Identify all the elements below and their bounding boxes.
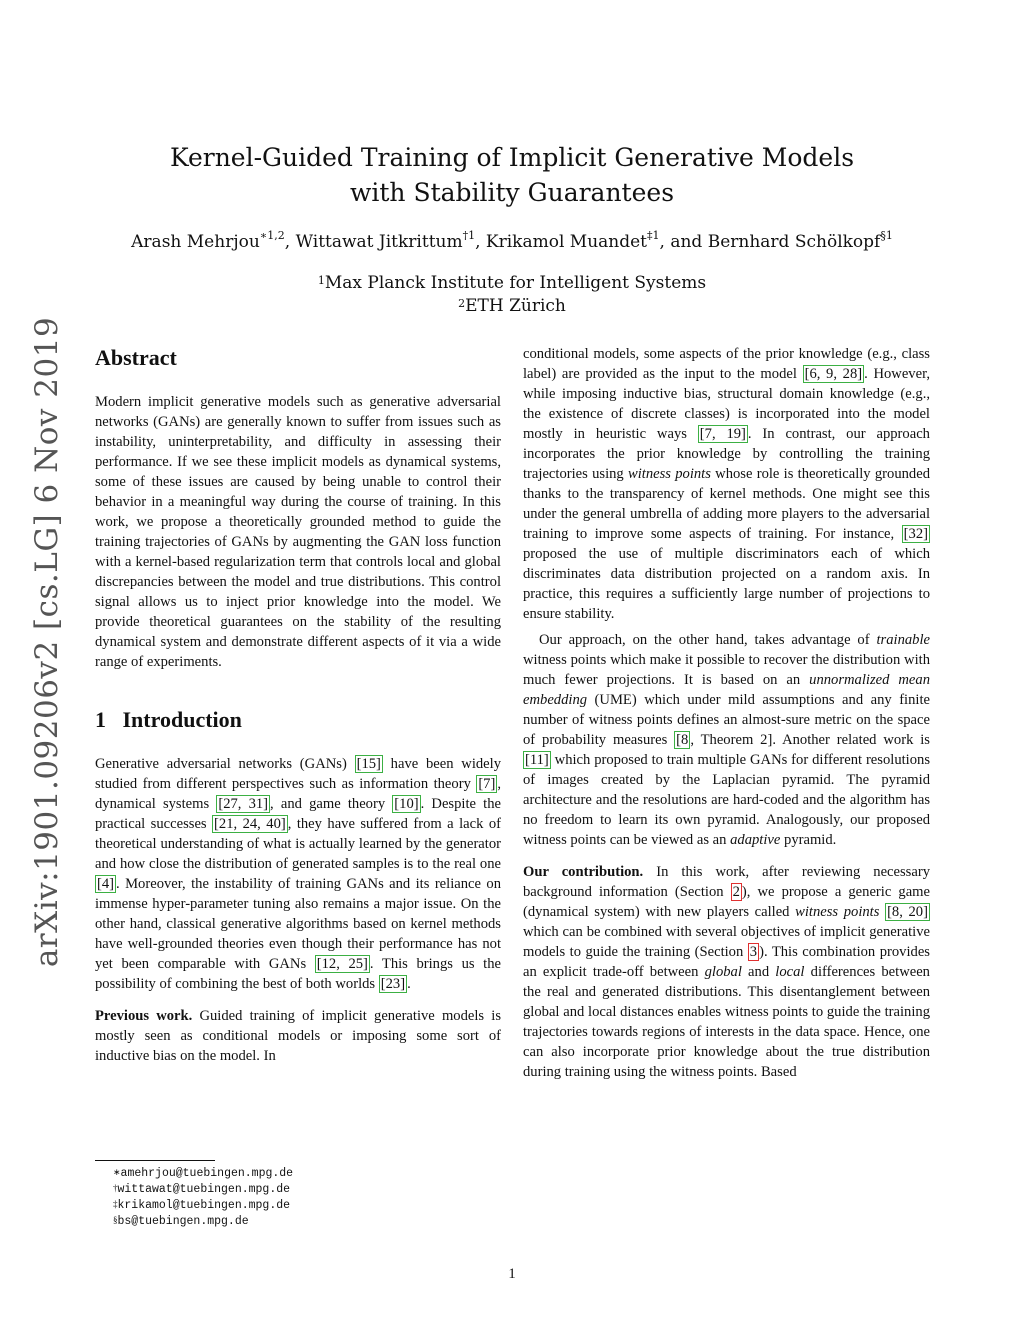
citation-link[interactable]: [23]: [380, 976, 406, 992]
title-line-2: with Stability Guarantees: [349, 178, 675, 207]
affiliation-name: Max Planck Institute for Intelligent Systems: [324, 273, 707, 293]
text-run: . This brings us the possibility of combining the best of both worlds: [95, 956, 501, 992]
paragraph-label: Our contribution.: [523, 864, 644, 880]
text-run: . Moreover, the instability of training GANs and its reliance on immense hyper-parameter tuning also remains a major issue. On the other hand, classical generative algorithms based on kernel methods have well-grounded theories even though their performance has not yet been comparable with GANs: [95, 876, 501, 972]
arxiv-sidebar: [22, 316, 72, 968]
affiliation-name: ETH Zürich: [465, 296, 566, 316]
emphasis: global: [704, 964, 742, 980]
author-mark: §1: [880, 229, 893, 242]
footnote-mark: ∗: [113, 1167, 121, 1177]
emphasis: witness points: [795, 904, 880, 920]
body-paragraph: [523, 344, 930, 624]
page-number: 1: [508, 1266, 516, 1282]
citation-link[interactable]: [11]: [525, 752, 549, 768]
text-run: witness points which make it possible to recover the distribution with much fewer projections. It is based on an: [523, 652, 930, 688]
footnote: [95, 1182, 395, 1198]
text-run: ), we propose a generic game (dynamical system) with new players called: [523, 884, 930, 920]
section-number: 1: [95, 707, 106, 732]
author-name: Krikamol Muandet: [485, 232, 648, 252]
text-run: .: [407, 976, 411, 992]
left-column: [95, 344, 501, 1066]
text-run: , Theorem 2]. Another related work is: [690, 732, 930, 748]
footnote-email[interactable]: krikamol@tuebingen.mpg.de: [117, 1199, 291, 1212]
footnotes: [95, 1160, 395, 1230]
intro-paragraph: [95, 754, 501, 994]
text-run: , and game theory: [270, 796, 393, 812]
text-run: Guided training of implicit generative models is mostly seen as conditional models or imposing some sort of inductive bias on the model. In: [95, 1008, 502, 1064]
citation-link[interactable]: [7]: [478, 776, 496, 792]
citation-link[interactable]: [15]: [356, 756, 381, 772]
citation-link[interactable]: [10]: [394, 796, 419, 812]
affiliations: [0, 272, 1024, 318]
emphasis: trainable: [876, 632, 930, 648]
text-run: , dynamical systems: [95, 776, 501, 812]
text-run: In this work, after reviewing necessary background information (Section: [523, 864, 930, 900]
author-mark: †1: [462, 229, 476, 242]
emphasis: unnormalized mean embedding: [523, 672, 931, 708]
footnote-email[interactable]: amehrjou@tuebingen.mpg.de: [120, 1167, 294, 1180]
author-list: Arash Mehrjou$^{∗1,2}$, Wittawat Jitkrittum$^{\dagger 1}$, Krikamol Muandet$^{\ddagger 1}$, and Bernhard Schölkopf$^{\S 1}$: [131, 229, 893, 252]
citation-link[interactable]: [6, 9, 28]: [804, 366, 863, 382]
author-name: and Bernhard Schölkopf: [670, 232, 881, 252]
affiliation-mark: 2: [458, 297, 466, 310]
text-run: proposed the use of multiple discriminators each of which discriminates data distribution projected on a random axis. In practice, this requires a sufficiently large number of projections to ensure stability.: [523, 546, 930, 622]
author-name: Arash Mehrjou: [131, 232, 260, 252]
paragraph-label: Previous work.: [95, 1008, 193, 1024]
paper-title: [0, 140, 1024, 210]
text-run: . In contrast, our approach incorporates the prior knowledge by controlling the training trajectories using: [523, 426, 930, 482]
citation-link[interactable]: [8: [676, 732, 689, 748]
citation-link[interactable]: [32]: [903, 526, 928, 542]
text-run: pyramid.: [780, 832, 837, 848]
title-line-1: Kernel-Guided Training of Implicit Generative Models: [169, 143, 855, 172]
text-run: (UME) which under mild assumptions and any finite number of witness points defines an almost-sure metric on the space of probability measures: [523, 692, 930, 748]
text-run: Our approach, on the other hand, takes advantage of: [539, 632, 877, 648]
text-run: have been widely studied from different perspectives such as information theory: [95, 756, 501, 792]
right-column: [523, 344, 930, 1082]
text-run: conditional models, some aspects of the prior knowledge (e.g., class label) are provided as the input to the model: [523, 346, 930, 382]
footnote: [95, 1198, 395, 1214]
emphasis: witness points: [627, 466, 711, 482]
footnote-mark: ‡: [113, 1199, 118, 1209]
arxiv-identifier: arXiv:1901.09206v2 [cs.LG] 6 Nov 2019: [29, 316, 65, 968]
emphasis: adaptive: [730, 832, 781, 848]
contribution-paragraph: [523, 862, 930, 1082]
footnote-email[interactable]: bs@tuebingen.mpg.de: [117, 1215, 249, 1228]
footnote: [95, 1166, 395, 1182]
citation-link[interactable]: [7, 19]: [699, 426, 746, 442]
text-run: Generative adversarial networks (GANs): [95, 756, 355, 772]
author-mark: ∗1,2: [259, 229, 285, 242]
text-run: ). This combination provides an explicit trade-off between: [523, 944, 930, 980]
author-name: Wittawat Jitkrittum: [295, 232, 463, 252]
affiliation: [0, 295, 1024, 318]
text-run: which proposed to train multiple GANs for different resolutions of images created by the Laplacian pyramid. The pyramid architecture and the resolutions are hard-coded and the algorithm has no freedom to learn its own pyramid. Analogously, our proposed witness points can be viewed as an: [523, 752, 930, 848]
footnote: [95, 1214, 395, 1230]
affiliation: [0, 272, 1024, 295]
abstract-heading: Abstract: [95, 345, 177, 370]
text-run: . Despite the practical successes: [95, 796, 501, 832]
text-run: differences between the real and generated distributions. This disentanglement between global and local distances enables witness points to guide the training trajectories towards regions of interests in the data space. Hence, one can also incorporate prior knowledge about the true distribution during training using the witness points. Based: [523, 964, 930, 1080]
abstract-text: Modern implicit generative models such as generative adversarial networks (GANs) are generally known to suffer from issues such as instability, uninterpretability, and difficulty in assessing their performance. If we see these implicit models as dynamical systems, some of these issues are caused by being unable to control their behavior in a meaningful way during the course of training. In this work, we propose a theoretically grounded method to guide the training trajectories of GANs by augmenting the GAN loss function with a kernel-based regularization term that controls local and global discrepancies between the model and true distributions. This control signal allows us to inject prior knowledge into the model. We provide theoretical guarantees on the stability of the resulting dynamical system and demonstrate different aspects of it via a wide range of experiments.: [95, 394, 501, 670]
footnote-rule: [95, 1160, 215, 1161]
section-link[interactable]: 2: [732, 884, 740, 900]
text-run: whose role is theoretically grounded thanks to the transparency of kernel methods. One might see this under the general umbrella of adding more players to the adversarial training to improve some aspects of training. For instance,: [523, 466, 930, 542]
citation-link[interactable]: [8, 20]: [887, 904, 928, 920]
citation-link[interactable]: [21, 24, 40]: [214, 816, 286, 832]
affiliation-mark: 1: [317, 274, 325, 287]
section-title: Introduction: [122, 707, 242, 732]
previous-work-paragraph: [95, 1006, 501, 1066]
body-paragraph: [523, 630, 930, 850]
text-run: , they have suffered from a lack of theoretical understanding of what is actually learned by the generator and how close the distribution of generated samples is to the real one: [95, 816, 501, 872]
citation-link[interactable]: [27, 31]: [218, 796, 269, 812]
footnote-mark: †: [113, 1183, 118, 1193]
text-run: and: [741, 964, 776, 980]
footnote-email[interactable]: wittawat@tuebingen.mpg.de: [117, 1183, 291, 1196]
emphasis: local: [775, 964, 805, 980]
footnote-mark: §: [113, 1215, 118, 1225]
text-run: which can be combined with several objectives of implicit generative models to guide the training (Section: [523, 924, 930, 960]
section-heading-introduction: [95, 706, 501, 734]
citation-link[interactable]: [12, 25]: [316, 956, 368, 972]
citation-link[interactable]: [4]: [97, 876, 115, 892]
text-run: . However, while imposing inductive bias, structural domain knowledge (e.g., the existence of discrete classes) is incorporated into the model mostly in heuristic ways: [523, 366, 930, 442]
section-link[interactable]: 3: [749, 944, 758, 960]
author-mark: ‡1: [647, 229, 660, 242]
